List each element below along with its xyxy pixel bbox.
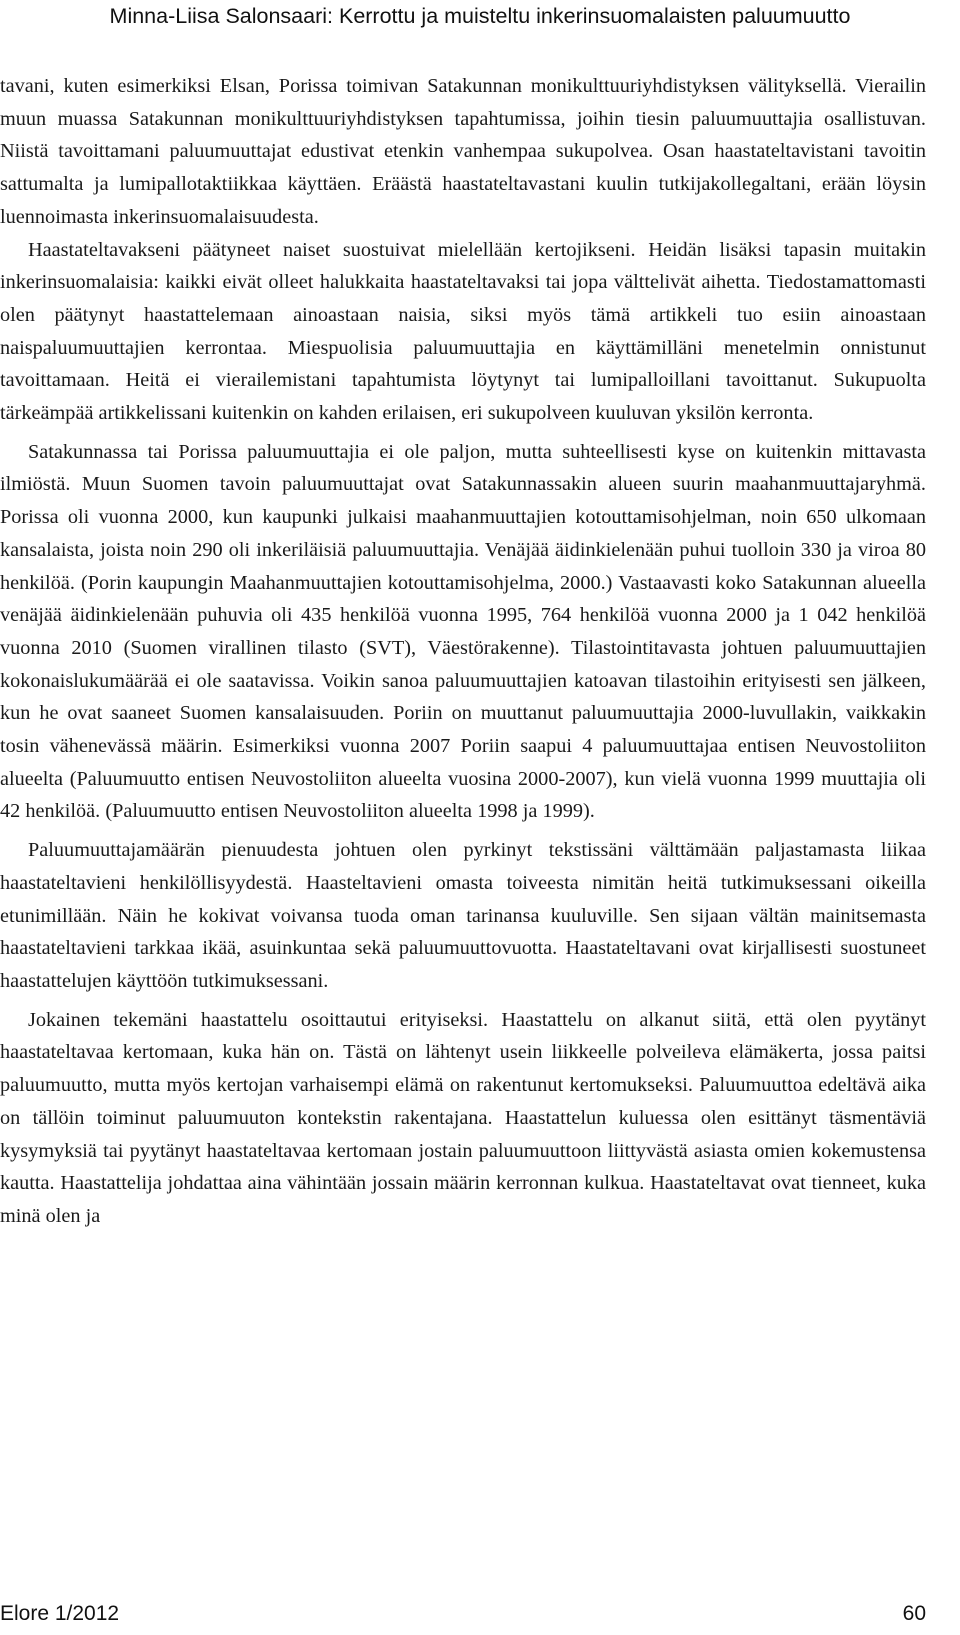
paragraph: Jokainen tekemäni haastattelu osoittautui erityiseksi. Haastattelu on alkanut siitä, että olen pyytänyt haastateltavaa kertomaan, kuka hän on. Tästä on lähtenyt usein liikkeelle polveileva elämäkerta, jossa paitsi paluumuutto, mutta myös kertojan varhaisempi elämä on rakentunut kertomukseksi. Paluumuuttoa edeltävä aika on tällöin toiminut paluumuuton kontekstin rakentajana. Haastattelun kuluessa olen esittänyt täsmentäviä kysymyksiä tai pyytänyt haastateltavaa kertomaan jostain paluumuuttoon liittyvästä asiasta omien kokemustensa kautta. Haastattelija johdattaa aina vähintään jossain määrin kerronnan kulkua. Haastateltavat ovat tienneet, kuka minä olen ja xyxy=(0,1008,926,1227)
page-number: 60 xyxy=(902,1602,926,1625)
article-body xyxy=(0,70,926,1233)
paragraph-continued: tavani, kuten esimerkiksi Elsan, Porissa toimivan Satakunnan monikulttuuriyhdistyksen välityksellä. Vierailin muun muassa Satakunnan monikulttuuriyhdistyksen tapahtumissa, joihin tiesin paluumuuttajia osallistuvan. Niistä tavoittamani paluumuuttajat edustivat etenkin vanhempaa sukupolvea. Osan haastateltavistani tavoitin sattumalta ja lumipallotaktiikkaa käyttäen. Eräästä haastateltavastani kuulin tutkijakollegaltani, erään löysin luennoimasta inkerinsuomalaisuudesta. xyxy=(0,75,926,228)
paragraph: Satakunnassa tai Porissa paluumuuttajia ei ole paljon, mutta suhteellisesti kyse on kuitenkin mittavasta ilmiöstä. Muun Suomen tavoin paluumuuttajat ovat Satakunnassakin alueen suurin maahanmuuttajaryhmä. Porissa oli vuonna 2000, kun kaupunki julkaisi maahanmuuttajien kotouttamisohjelman, noin 650 ulkomaan kansalaista, joista noin 290 oli inkeriläisiä paluumuuttajia. Venäjää äidinkielenään puhui tuolloin 330 ja viroa 80 henkilöä. (Porin kaupungin Maahanmuuttajien kotouttamisohjelma, 2000.) Vastaavasti koko Satakunnan alueella venäjää äidinkielenään puhuvia oli 435 henkilöä vuonna 1995, 764 henkilöä vuonna 2000 ja 1 042 henkilöä vuonna 2010 (Suomen virallinen tilasto (SVT), Väestörakenne). Tilastointitavasta johtuen paluumuuttajien kokonaislukumäärää ei ole saatavissa. Voikin sanoa paluumuuttajien katoavan tilastoihin erityisesti sen jälkeen, kun he ovat saaneet Suomen kansalaisuuden. Poriin on muuttanut paluumuuttajia 2000-luvullakin, vaikkakin tosin vähenevässä määrin. Esimerkiksi vuonna 2007 Poriin saapui 4 paluumuuttajaa entisen Neuvostoliiton alueelta (Paluumuutto entisen Neuvostoliiton alueelta vuosina 2000-2007), kun vielä vuonna 1999 muuttajia oli 42 henkilöä. (Paluumuutto entisen Neuvostoliiton alueelta 1998 ja 1999). xyxy=(0,440,926,823)
journal-issue: Elore 1/2012 xyxy=(0,1602,120,1625)
paragraph: Paluumuuttajamäärän pienuudesta johtuen olen pyrkinyt tekstissäni välttämään paljastamasta liikaa haastateltavieni henkilöllisyydestä. Haasteltavieni omasta toiveesta nimitän heitä tutkimuksessani oikeilla etunimillään. Näin he kokivat voivansa tuoda oman tarinansa kuuluville. Sen sijaan vältän mainitsemasta haastateltavieni tarkkaa ikää, asuinkuntaa sekä paluumuuttovuotta. Haastateltavani ovat kirjallisesti suostuneet haastattelujen käyttöön tutkimuksessani. xyxy=(0,839,926,992)
paragraph: Haastateltavakseni päätyneet naiset suostuivat mielellään kertojikseni. Heidän lisäksi tapasin muitakin inkerinsuomalaisia: kaikki eivät olleet halukkaita haastateltavaksi tai jopa välttelivät aihetta. Tiedostamattomasti olen päätynyt haastattelemaan ainoastaan naisia, siksi myös tämä artikkeli tuo esiin ainoastaan naispaluumuuttajien kerrontaa. Miespuolisia paluumuuttajia en käyttämilläni menetelmin onnistunut tavoittamaan. Heitä ei vierailemistani tapahtumista löytynyt tai lumipalloillani tavoittanut. Sukupuolta tärkeämpää artikkelissani kuitenkin on kahden erilaisen, eri sukupolveen kuuluvan yksilön kerronta. xyxy=(0,238,926,425)
running-footer xyxy=(0,1600,926,1628)
running-header: Minna-Liisa Salonsaari: Kerrottu ja muisteltu inkerinsuomalaisten paluumuutto xyxy=(109,4,851,28)
